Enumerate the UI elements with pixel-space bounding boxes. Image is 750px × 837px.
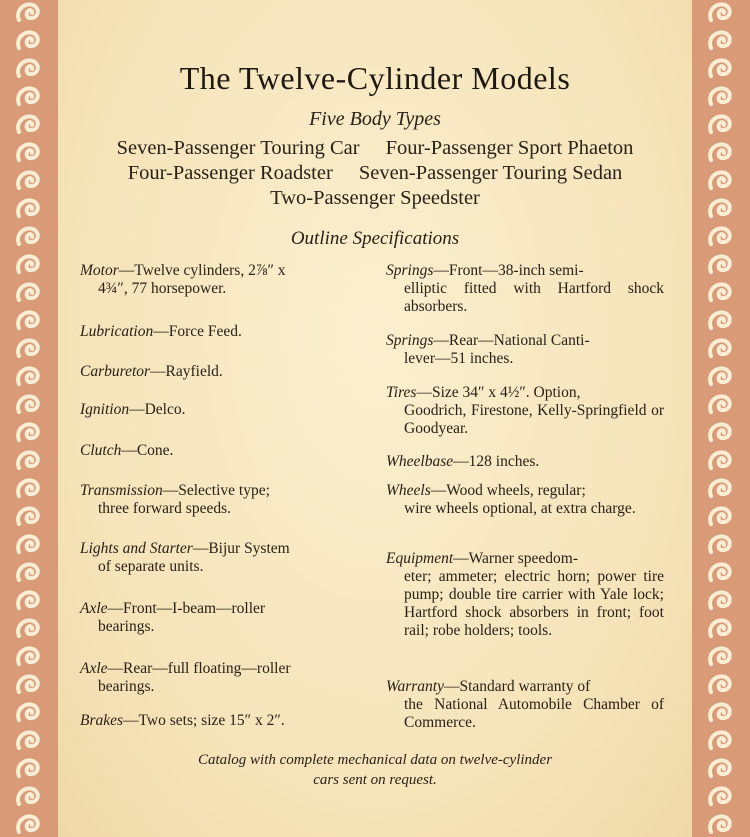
spec-continuation: elliptic fitted with Hartford shock absorbers. [404, 280, 664, 315]
spec-label: Transmission [80, 482, 163, 499]
spec-entry: Clutch—Cone. [80, 442, 174, 459]
spec-continuation: lever—51 inches. [404, 350, 514, 367]
spec-text: Delco. [144, 401, 186, 418]
spec-continuation: bearings. [98, 678, 155, 695]
spec-text: Two sets; size 15″ x 2″. [138, 712, 285, 729]
spec-label: Wheels [386, 482, 431, 499]
spec-label: Equipment [386, 550, 454, 567]
spec-text: Size 34″ x 4½″. Option, [431, 384, 581, 401]
spec-text: Rear—National Canti- [448, 332, 590, 349]
spec-label: Springs [386, 332, 434, 349]
spec-label: Clutch [80, 442, 122, 459]
spec-continuation: three forward speeds. [98, 500, 231, 517]
spec-entry: Springs—Rear—National Canti- lever—51 inches. [386, 332, 664, 368]
spec-continuation: 4¾″, 77 horsepower. [98, 280, 227, 297]
spec-label: Axle [80, 660, 108, 677]
spec-text: Rear—full floating—roller [123, 660, 291, 677]
spec-continuation: of separate units. [98, 558, 204, 575]
spec-entry: Brakes—Two sets; size 15″ x 2″. [80, 712, 285, 729]
body-types-row [58, 186, 692, 211]
decorative-border-right [692, 0, 750, 837]
spec-text: Rayfield. [165, 363, 223, 380]
body-type: Seven-Passenger Touring Car [116, 137, 360, 159]
body-type: Four-Passenger Roadster [127, 162, 333, 184]
catalog-note-line: cars sent on request. [313, 772, 437, 788]
body-types-list [58, 136, 692, 211]
spec-entry: Ignition—Delco. [80, 401, 186, 418]
scroll-pattern-icon [0, 0, 58, 837]
spec-label: Warranty [386, 678, 444, 695]
spec-entry: Wheelbase—128 inches. [386, 453, 540, 470]
spec-entry: Motor—Twelve cylinders, 2⅞″ x 4¾″, 77 horsepower. [80, 262, 362, 298]
spec-entry: Equipment—Warner speedom- eter; ammeter; electric horn; power tire pump; double tire carrier with Yale lock; Hartford shock absorbers in front; foot rail; robe holders; tools. [386, 550, 664, 639]
outline-specifications-heading: Outline Specifications [290, 228, 460, 249]
body-types-row [58, 136, 692, 161]
spec-text: Front—38-inch semi- [448, 262, 584, 279]
spec-label: Motor [80, 262, 119, 279]
spec-label: Lubrication [80, 323, 154, 340]
body-type: Two-Passenger Speedster [270, 187, 480, 209]
spec-label: Ignition [80, 401, 130, 418]
spec-text: Selective type; [178, 482, 270, 499]
decorative-border-left [0, 0, 58, 837]
page-content [58, 0, 692, 837]
spec-text: Warner speedom- [468, 550, 579, 567]
page-title: The Twelve-Cylinder Models [179, 60, 571, 96]
spec-entry: Tires—Size 34″ x 4½″. Option, Goodrich, Firestone, Kelly-Springfield or Goodyear. [386, 384, 664, 437]
spec-continuation: eter; ammeter; electric horn; power tire pump; double tire carrier with Yale lock; Hartford shock absorbers in front; foot rail; robe holders; tools. [404, 568, 664, 639]
spec-entry: Axle—Rear—full floating—roller bearings. [80, 660, 362, 696]
spec-label: Brakes [80, 712, 124, 729]
spec-entry: Transmission—Selective type; three forward speeds. [80, 482, 362, 518]
spec-label: Wheelbase [386, 453, 454, 470]
scroll-pattern-icon [692, 0, 750, 837]
spec-text: 128 inches. [468, 453, 540, 470]
spec-label: Springs [386, 262, 434, 279]
spec-continuation: Goodrich, Firestone, Kelly-Springfield or Goodyear. [404, 402, 664, 437]
catalog-note-line: Catalog with complete mechanical data on twelve-cylinder [197, 752, 553, 768]
spec-entry: Carburetor—Rayfield. [80, 363, 223, 380]
catalog-note [58, 750, 692, 790]
body-type: Seven-Passenger Touring Sedan [358, 162, 623, 184]
spec-entry: Lubrication—Force Feed. [80, 323, 242, 340]
spec-label: Carburetor [80, 363, 151, 380]
spec-text: Front—I-beam—roller [123, 600, 266, 617]
spec-text: Wood wheels, regular; [446, 482, 586, 499]
spec-text: Twelve cylinders, 2⅞″ x [134, 262, 286, 279]
spec-entry: Warranty—Standard warranty of the National Automobile Chamber of Commerce. [386, 678, 664, 731]
spec-text: Standard warranty of [459, 678, 591, 695]
spec-entry: Axle—Front—I-beam—roller bearings. [80, 600, 362, 636]
spec-entry: Springs—Front—38-inch semi- elliptic fitted with Hartford shock absorbers. [386, 262, 664, 315]
spec-label: Lights and Starter [80, 540, 193, 557]
body-types-row [58, 161, 692, 186]
spec-text: Force Feed. [168, 323, 242, 340]
body-type: Four-Passenger Sport Phaeton [385, 137, 634, 159]
spec-continuation: wire wheels optional, at extra charge. [404, 500, 636, 517]
spec-entry: Wheels—Wood wheels, regular; wire wheels optional, at extra charge. [386, 482, 664, 518]
spec-text: Cone. [136, 442, 174, 459]
body-types-heading: Five Body Types [309, 108, 441, 130]
spec-continuation: bearings. [98, 618, 155, 635]
spec-text: Bijur System [208, 540, 290, 557]
spec-continuation: the National Automobile Chamber of Commerce. [404, 696, 664, 731]
spec-label: Tires [386, 384, 417, 401]
spec-entry: Lights and Starter—Bijur System of separate units. [80, 540, 362, 576]
spec-label: Axle [80, 600, 108, 617]
